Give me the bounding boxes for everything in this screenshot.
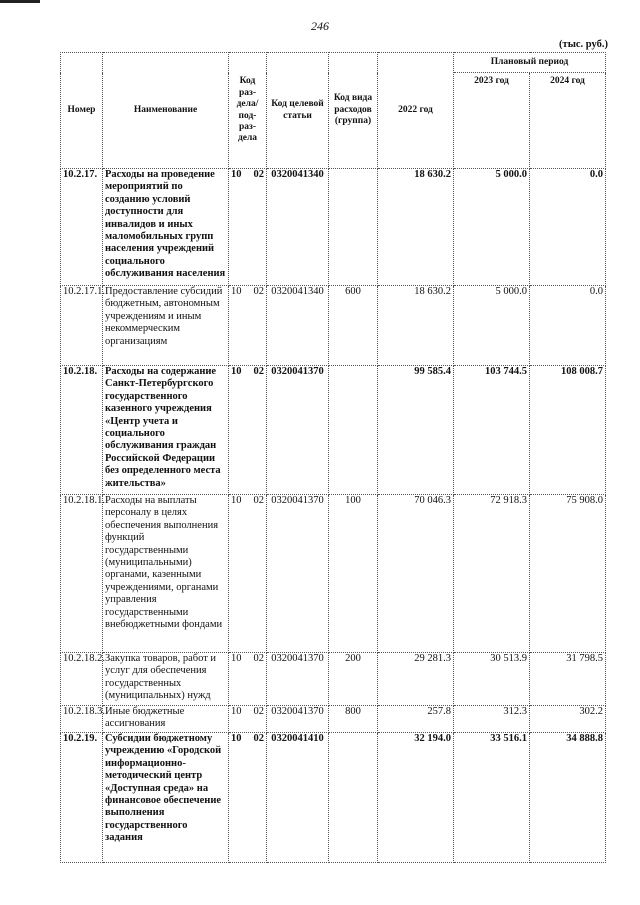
table-row bbox=[61, 169, 606, 286]
header-name: Наименование bbox=[103, 53, 229, 169]
header-target: Код целевой статьи bbox=[267, 53, 329, 169]
header-plan-period: Плановый период bbox=[454, 53, 606, 73]
table-row bbox=[61, 495, 606, 653]
row-number: 10.2.19. bbox=[61, 733, 103, 863]
row-section bbox=[229, 733, 267, 863]
row-number: 10.2.18.3. bbox=[61, 706, 103, 733]
row-section bbox=[229, 495, 267, 653]
header-number: Номер bbox=[61, 53, 103, 169]
subsection-code: 02 bbox=[253, 653, 264, 664]
row-2023: 33 516.1 bbox=[454, 733, 530, 863]
row-2024: 75 908.0 bbox=[530, 495, 606, 653]
row-name: Иные бюджетные ассигнования bbox=[103, 706, 229, 733]
row-2024: 302.2 bbox=[530, 706, 606, 733]
section-code: 10 bbox=[231, 366, 242, 377]
row-number: 10.2.17. bbox=[61, 169, 103, 286]
header-expense-type: Код вида расходов (группа) bbox=[329, 53, 378, 169]
row-2024: 0.0 bbox=[530, 169, 606, 286]
row-target: 0320041410 bbox=[267, 733, 329, 863]
row-target: 0320041370 bbox=[267, 366, 329, 495]
row-2022: 32 194.0 bbox=[378, 733, 454, 863]
row-expense-type bbox=[329, 733, 378, 863]
row-2024: 108 008.7 bbox=[530, 366, 606, 495]
row-2023: 5 000.0 bbox=[454, 169, 530, 286]
row-expense-type bbox=[329, 169, 378, 286]
row-2023: 312.3 bbox=[454, 706, 530, 733]
row-2022: 18 630.2 bbox=[378, 169, 454, 286]
row-expense-type: 100 bbox=[329, 495, 378, 653]
row-2022: 29 281.3 bbox=[378, 653, 454, 706]
row-target: 0320041370 bbox=[267, 495, 329, 653]
section-code: 10 bbox=[231, 169, 242, 180]
row-name: Предоставление субсидий бюджетным, автономным учреждениям и иным некоммерческим организациям bbox=[103, 286, 229, 366]
units-label: (тыс. руб.) bbox=[559, 39, 608, 50]
row-2022: 257.8 bbox=[378, 706, 454, 733]
subsection-code: 02 bbox=[253, 366, 264, 377]
table-row bbox=[61, 733, 606, 863]
row-target: 0320041340 bbox=[267, 169, 329, 286]
subsection-code: 02 bbox=[253, 286, 264, 297]
row-target: 0320041340 bbox=[267, 286, 329, 366]
row-name: Расходы на выплаты персоналу в целях обеспечения выполнения функций государственными (муниципальными) органами, казенными учреждениями, органами управления государственными внебюджетными фондами bbox=[103, 495, 229, 653]
table-row bbox=[61, 653, 606, 706]
subsection-code: 02 bbox=[253, 733, 264, 744]
table-header bbox=[61, 53, 606, 169]
header-2022: 2022 год bbox=[378, 53, 454, 169]
row-name: Расходы на содержание Санкт-Петербургского государственного казенного учреждения «Центр учета и социального обслуживания граждан Российской Федерации без определенного места жительства» bbox=[103, 366, 229, 495]
row-section bbox=[229, 706, 267, 733]
budget-table bbox=[60, 52, 606, 863]
subsection-code: 02 bbox=[253, 169, 264, 180]
row-2022: 99 585.4 bbox=[378, 366, 454, 495]
row-section bbox=[229, 286, 267, 366]
table-row bbox=[61, 706, 606, 733]
row-expense-type: 800 bbox=[329, 706, 378, 733]
row-2023: 30 513.9 bbox=[454, 653, 530, 706]
row-2022: 18 630.2 bbox=[378, 286, 454, 366]
row-name: Закупка товаров, работ и услуг для обеспечения государственных (муниципальных) нужд bbox=[103, 653, 229, 706]
row-2024: 0.0 bbox=[530, 286, 606, 366]
table-row bbox=[61, 286, 606, 366]
corner-mark bbox=[0, 0, 40, 3]
row-2024: 34 888.8 bbox=[530, 733, 606, 863]
section-code: 10 bbox=[231, 495, 242, 506]
table-body bbox=[61, 169, 606, 863]
section-code: 10 bbox=[231, 706, 242, 717]
row-number: 10.2.18.2. bbox=[61, 653, 103, 706]
row-expense-type: 600 bbox=[329, 286, 378, 366]
row-name: Субсидии бюджетному учреждению «Городской информационно-методический центр «Доступная среда» на финансовое обеспечение выполнения государственного задания bbox=[103, 733, 229, 863]
section-code: 10 bbox=[231, 286, 242, 297]
row-2022: 70 046.3 bbox=[378, 495, 454, 653]
subsection-code: 02 bbox=[253, 706, 264, 717]
section-code: 10 bbox=[231, 733, 242, 744]
row-2024: 31 798.5 bbox=[530, 653, 606, 706]
row-section bbox=[229, 366, 267, 495]
row-section bbox=[229, 653, 267, 706]
subsection-code: 02 bbox=[253, 495, 264, 506]
section-code: 10 bbox=[231, 653, 242, 664]
row-target: 0320041370 bbox=[267, 706, 329, 733]
header-2024: 2024 год bbox=[530, 73, 606, 169]
row-expense-type bbox=[329, 366, 378, 495]
row-name: Расходы на проведение мероприятий по созданию условий доступности для инвалидов и иных маломобильных групп населения учреждений социального обслуживания населения bbox=[103, 169, 229, 286]
row-2023: 103 744.5 bbox=[454, 366, 530, 495]
header-2023: 2023 год bbox=[454, 73, 530, 169]
row-2023: 72 918.3 bbox=[454, 495, 530, 653]
row-2023: 5 000.0 bbox=[454, 286, 530, 366]
table-row bbox=[61, 366, 606, 495]
row-number: 10.2.18.1. bbox=[61, 495, 103, 653]
row-section bbox=[229, 169, 267, 286]
row-number: 10.2.17.1. bbox=[61, 286, 103, 366]
row-number: 10.2.18. bbox=[61, 366, 103, 495]
row-target: 0320041370 bbox=[267, 653, 329, 706]
page-number: 246 bbox=[311, 19, 329, 33]
header-section: Код раз-дела/ под-раз-дела bbox=[229, 53, 267, 169]
row-expense-type: 200 bbox=[329, 653, 378, 706]
